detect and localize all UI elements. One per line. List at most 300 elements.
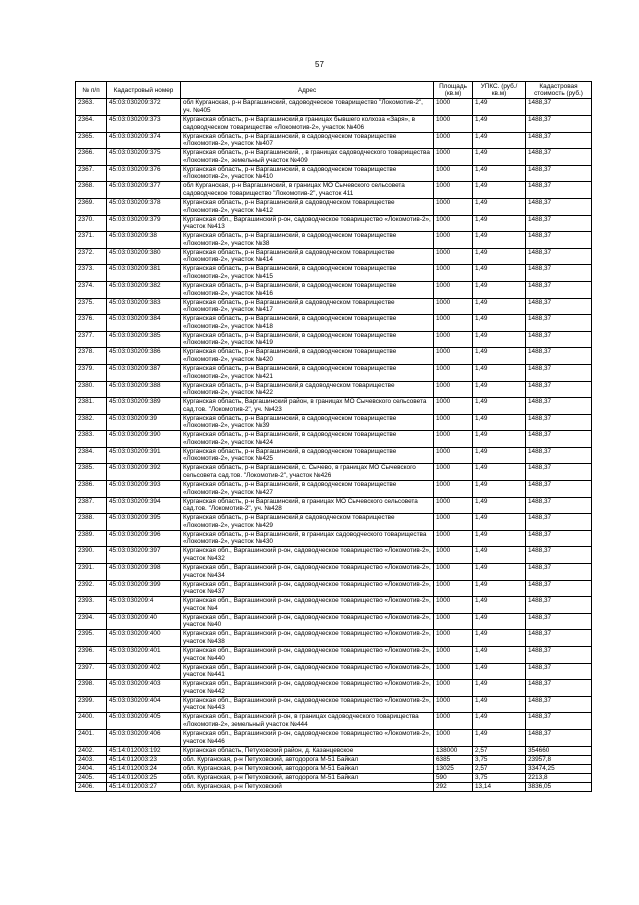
table-row <box>76 613 592 630</box>
header-cadastral-number: Кадастровый номер <box>107 82 181 99</box>
cell-area: 6385 <box>434 755 473 764</box>
cell-cadastral-number: 45:03:030209:39 <box>107 414 181 431</box>
cell-area: 1000 <box>434 381 473 398</box>
cell-cadastral-cost: 1488,37 <box>526 182 592 199</box>
table-row <box>76 630 592 647</box>
cell-upks: 2,57 <box>473 746 526 755</box>
cell-cadastral-cost: 1488,37 <box>526 597 592 614</box>
cell-cadastral-cost: 1488,37 <box>526 298 592 315</box>
cell-upks: 1,49 <box>473 331 526 348</box>
table-row <box>76 663 592 680</box>
cell-address: Курганская область, р-н Варгашинский, в садоводческом товариществе «Локомотив-2», участок №410 <box>181 165 434 182</box>
cell-num: 2385. <box>76 464 107 481</box>
cell-num: 2394. <box>76 613 107 630</box>
cell-area: 1000 <box>434 713 473 730</box>
cell-cadastral-number: 45:14:012003:25 <box>107 773 181 782</box>
cell-upks: 1,49 <box>473 547 526 564</box>
cell-address: обл. Курганская, р-н Петуховский <box>181 782 434 791</box>
table-row <box>76 497 592 514</box>
cadastral-table <box>75 81 592 792</box>
cell-address: Курганская область, р-н Варгашинский, в садоводческом товариществе «Локомотив-2», участок №425 <box>181 447 434 464</box>
table-row <box>76 165 592 182</box>
cell-num: 2366. <box>76 149 107 166</box>
cell-cadastral-number: 45:03:030209:388 <box>107 381 181 398</box>
table-row <box>76 564 592 581</box>
cell-num: 2389. <box>76 530 107 547</box>
cell-upks: 3,75 <box>473 755 526 764</box>
cell-cadastral-cost: 1488,37 <box>526 99 592 116</box>
cell-area: 1000 <box>434 149 473 166</box>
cell-area: 1000 <box>434 597 473 614</box>
cell-upks: 1,49 <box>473 232 526 249</box>
cell-upks: 1,49 <box>473 613 526 630</box>
cell-num: 2373. <box>76 265 107 282</box>
cell-area: 13025 <box>434 764 473 773</box>
cell-cadastral-number: 45:03:030209:377 <box>107 182 181 199</box>
cell-area: 1000 <box>434 298 473 315</box>
cell-address: обл. Курганская, р-н Петуховский, автодорога М-51 Байкал <box>181 755 434 764</box>
cell-cadastral-number: 45:03:030209:373 <box>107 116 181 133</box>
cell-num: 2396. <box>76 647 107 664</box>
cell-area: 1000 <box>434 99 473 116</box>
cell-address: Курганская обл., Варгашинский р-он, садоводческое товарищество «Локомотив-2», участок №432 <box>181 547 434 564</box>
cell-area: 1000 <box>434 497 473 514</box>
cell-upks: 1,49 <box>473 414 526 431</box>
table-header-row <box>76 82 592 99</box>
cell-num: 2370. <box>76 215 107 232</box>
table-row <box>76 331 592 348</box>
cell-cadastral-cost: 1488,37 <box>526 464 592 481</box>
cell-num: 2378. <box>76 348 107 365</box>
cell-address: Курганская обл., Варгашинский р-он, садоводческое товарищество «Локомотив-2», участок №438 <box>181 630 434 647</box>
table-row <box>76 447 592 464</box>
cell-address: Курганская обл., Варгашинский р-он, садоводческое товарищество «Локомотив-2», участок №440 <box>181 647 434 664</box>
cell-num: 2364. <box>76 116 107 133</box>
cell-address: Курганская область, р-н Варгашинский,в границах бывшего колхоза «Заря», в садоводческом товариществе «Локомотив-2», участок №406 <box>181 116 434 133</box>
cell-address: Курганская область, р-н Варгашинский, в садоводческом товариществе «Локомотив-2», участок №416 <box>181 281 434 298</box>
cell-cadastral-cost: 1488,37 <box>526 315 592 332</box>
cell-num: 2371. <box>76 232 107 249</box>
cell-upks: 1,49 <box>473 696 526 713</box>
cell-num: 2376. <box>76 315 107 332</box>
cell-upks: 1,49 <box>473 680 526 697</box>
cell-address: Курганская область, р-н Варгашинский, в границах МО Сычевского сельсовета сад.тов. "Локомотив-2", уч. №428 <box>181 497 434 514</box>
cell-num: 2363. <box>76 99 107 116</box>
cell-cadastral-number: 45:03:030209:399 <box>107 580 181 597</box>
cell-upks: 1,49 <box>473 647 526 664</box>
cell-cadastral-number: 45:14:012003:24 <box>107 764 181 773</box>
cell-address: Курганская область, р-н Варгашинский, в садоводческом товариществе «Локомотив-2», участок №38 <box>181 232 434 249</box>
table-row <box>76 265 592 282</box>
cell-cadastral-cost: 1488,37 <box>526 647 592 664</box>
cell-cadastral-cost: 1488,37 <box>526 232 592 249</box>
cell-num: 2395. <box>76 630 107 647</box>
cell-cadastral-cost: 1488,37 <box>526 198 592 215</box>
cell-area: 1000 <box>434 315 473 332</box>
cell-num: 2403. <box>76 755 107 764</box>
cell-area: 1000 <box>434 281 473 298</box>
header-cadastral-cost: Кадастровая стоимость (руб.) <box>526 82 592 99</box>
cell-num: 2383. <box>76 431 107 448</box>
cell-num: 2397. <box>76 663 107 680</box>
cell-upks: 1,49 <box>473 265 526 282</box>
page-number: 57 <box>315 60 324 69</box>
cell-cadastral-cost: 1488,37 <box>526 116 592 133</box>
cell-num: 2367. <box>76 165 107 182</box>
cell-address: Курганская область, р-н Варгашинский,в садоводческом товариществе «Локомотив-2», участок №412 <box>181 198 434 215</box>
cell-cadastral-cost: 1488,37 <box>526 663 592 680</box>
table-row <box>76 514 592 531</box>
cell-cadastral-cost: 1488,37 <box>526 514 592 531</box>
cell-area: 1000 <box>434 447 473 464</box>
table-row <box>76 755 592 764</box>
cell-cadastral-number: 45:03:030209:397 <box>107 547 181 564</box>
cell-upks: 3,75 <box>473 773 526 782</box>
cell-address: Курганская обл., Варгашинский р-он, садоводческое товарищество «Локомотив-2», участок №40 <box>181 613 434 630</box>
cell-address: Курганская область, р-н Варгашинский, в садоводческом товариществе «Локомотив-2», участок №419 <box>181 331 434 348</box>
cell-num: 2382. <box>76 414 107 431</box>
table-row <box>76 464 592 481</box>
cell-cadastral-number: 45:03:030209:395 <box>107 514 181 531</box>
cell-cadastral-number: 45:03:030209:402 <box>107 663 181 680</box>
cell-area: 1000 <box>434 464 473 481</box>
cell-address: Курганская область, р-н Варгашинский,в садоводческом товариществе «Локомотив-2», участок №414 <box>181 248 434 265</box>
cell-cadastral-number: 45:03:030209:381 <box>107 265 181 282</box>
cell-cadastral-number: 45:03:030209:374 <box>107 132 181 149</box>
cell-area: 1000 <box>434 647 473 664</box>
cell-area: 1000 <box>434 630 473 647</box>
cell-cadastral-cost: 1488,37 <box>526 696 592 713</box>
cell-address: Курганская обл., Варгашинский р-он, садоводческое товарищество «Локомотив-2», участок №443 <box>181 696 434 713</box>
cell-cadastral-number: 45:03:030209:393 <box>107 481 181 498</box>
cell-address: Курганская обл., Варгашинский р-он, садоводческое товарищество «Локомотив-2», участок №441 <box>181 663 434 680</box>
cell-num: 2390. <box>76 547 107 564</box>
table-row <box>76 713 592 730</box>
table-row <box>76 431 592 448</box>
cell-num: 2381. <box>76 398 107 415</box>
cell-cadastral-number: 45:03:030209:378 <box>107 198 181 215</box>
cell-cadastral-number: 45:03:030209:376 <box>107 165 181 182</box>
cell-area: 1000 <box>434 215 473 232</box>
cell-area: 1000 <box>434 182 473 199</box>
cell-area: 1000 <box>434 248 473 265</box>
cell-upks: 1,49 <box>473 580 526 597</box>
cell-area: 1000 <box>434 348 473 365</box>
cell-upks: 1,49 <box>473 298 526 315</box>
cell-num: 2374. <box>76 281 107 298</box>
cell-upks: 1,49 <box>473 663 526 680</box>
table-row <box>76 597 592 614</box>
table-row <box>76 580 592 597</box>
cell-cadastral-cost: 3836,05 <box>526 782 592 791</box>
cell-cadastral-number: 45:14:012003:27 <box>107 782 181 791</box>
cell-cadastral-number: 45:03:030209:38 <box>107 232 181 249</box>
cell-cadastral-number: 45:03:030209:380 <box>107 248 181 265</box>
cell-upks: 1,49 <box>473 481 526 498</box>
cell-cadastral-number: 45:03:030209:379 <box>107 215 181 232</box>
cell-address: Курганская область, р-н Варгашинский,в садоводческом товариществе «Локомотив-2», участок №417 <box>181 298 434 315</box>
cell-num: 2401. <box>76 729 107 746</box>
cell-area: 1000 <box>434 198 473 215</box>
cell-area: 1000 <box>434 481 473 498</box>
table-row <box>76 398 592 415</box>
cell-upks: 1,49 <box>473 149 526 166</box>
cell-address: Курганская обл., Варгашинский р-он, садоводческое товарищество «Локомотив-2», участок №437 <box>181 580 434 597</box>
table-row <box>76 530 592 547</box>
cell-cadastral-number: 45:03:030209:372 <box>107 99 181 116</box>
cell-cadastral-number: 45:03:030209:400 <box>107 630 181 647</box>
cell-area: 1000 <box>434 613 473 630</box>
table-row <box>76 746 592 755</box>
cell-address: Курганская обл., Варгашинский р-он, садоводческое товарищество «Локомотив-2», участок №413 <box>181 215 434 232</box>
cell-cadastral-cost: 1488,37 <box>526 564 592 581</box>
cell-cadastral-number: 45:03:030209:375 <box>107 149 181 166</box>
cell-cadastral-cost: 1488,37 <box>526 414 592 431</box>
cell-num: 2372. <box>76 248 107 265</box>
cell-cadastral-cost: 1488,37 <box>526 613 592 630</box>
cell-cadastral-cost: 1488,37 <box>526 398 592 415</box>
cell-address: Курганская область, р-н Варгашинский, с. Сычево, в границах МО Сычевского сельсовета сад.тов. "Локомотив-2", участок №426 <box>181 464 434 481</box>
cell-num: 2379. <box>76 364 107 381</box>
cell-upks: 1,49 <box>473 116 526 133</box>
table-row <box>76 132 592 149</box>
cell-address: Курганская область, р-н Варгашинский, в садоводческом товариществе «Локомотив-2», участок №427 <box>181 481 434 498</box>
table-row <box>76 773 592 782</box>
cell-area: 1000 <box>434 232 473 249</box>
table-row <box>76 99 592 116</box>
cell-num: 2377. <box>76 331 107 348</box>
cell-cadastral-cost: 1488,37 <box>526 630 592 647</box>
cell-area: 1000 <box>434 331 473 348</box>
table-row <box>76 298 592 315</box>
cell-address: Курганская область, р-н Варгашинский, в садоводческом товариществе «Локомотив-2», участок №407 <box>181 132 434 149</box>
cell-address: Курганская область, р-н Варгашинский,в садоводческом товариществе «Локомотив-2», участок №429 <box>181 514 434 531</box>
cell-upks: 1,49 <box>473 99 526 116</box>
cell-cadastral-cost: 1488,37 <box>526 149 592 166</box>
cell-cadastral-number: 45:03:030209:405 <box>107 713 181 730</box>
cell-cadastral-number: 45:03:030209:403 <box>107 680 181 697</box>
cell-cadastral-number: 45:14:012003:23 <box>107 755 181 764</box>
cell-upks: 1,49 <box>473 348 526 365</box>
cell-area: 1000 <box>434 265 473 282</box>
cell-cadastral-cost: 1488,37 <box>526 481 592 498</box>
cell-upks: 1,49 <box>473 248 526 265</box>
cell-cadastral-cost: 1488,37 <box>526 265 592 282</box>
table-row <box>76 116 592 133</box>
cell-num: 2406. <box>76 782 107 791</box>
cell-address: Курганская область, р-н Варгашинский, , в границах садоводческого товарищества «Локомотив-2», земельный участок №409 <box>181 149 434 166</box>
cell-upks: 1,49 <box>473 315 526 332</box>
cell-cadastral-number: 45:03:030209:392 <box>107 464 181 481</box>
cell-address: Курганская область, р-н Варгашинский, в садоводческом товариществе «Локомотив-2», участок №39 <box>181 414 434 431</box>
cell-cadastral-number: 45:03:030209:40 <box>107 613 181 630</box>
table-row <box>76 696 592 713</box>
header-area: Площадь (кв.м) <box>434 82 473 99</box>
table-row <box>76 248 592 265</box>
table-row <box>76 782 592 791</box>
table-row <box>76 198 592 215</box>
cell-cadastral-number: 45:03:030209:383 <box>107 298 181 315</box>
cell-upks: 1,49 <box>473 364 526 381</box>
cell-cadastral-number: 45:03:030209:398 <box>107 564 181 581</box>
cell-cadastral-cost: 1488,37 <box>526 497 592 514</box>
cell-num: 2386. <box>76 481 107 498</box>
cell-area: 1000 <box>434 547 473 564</box>
cell-cadastral-cost: 354660 <box>526 746 592 755</box>
cell-num: 2405. <box>76 773 107 782</box>
header-upks: УПКС. (руб./кв.м) <box>473 82 526 99</box>
cell-cadastral-number: 45:03:030209:386 <box>107 348 181 365</box>
cell-address: Курганская область, р-н Варгашинский,в садоводческом товариществе «Локомотив-2», участок №422 <box>181 381 434 398</box>
cell-cadastral-cost: 1488,37 <box>526 729 592 746</box>
cell-cadastral-cost: 1488,37 <box>526 364 592 381</box>
cell-cadastral-number: 45:03:030209:391 <box>107 447 181 464</box>
cell-area: 1000 <box>434 116 473 133</box>
cell-num: 2388. <box>76 514 107 531</box>
table-row <box>76 729 592 746</box>
cell-cadastral-number: 45:03:030209:406 <box>107 729 181 746</box>
cell-upks: 1,49 <box>473 597 526 614</box>
cell-upks: 13,14 <box>473 782 526 791</box>
cell-upks: 1,49 <box>473 447 526 464</box>
cell-num: 2404. <box>76 764 107 773</box>
cell-area: 1000 <box>434 696 473 713</box>
cell-num: 2368. <box>76 182 107 199</box>
cell-cadastral-number: 45:03:030209:394 <box>107 497 181 514</box>
table-row <box>76 547 592 564</box>
cell-num: 2380. <box>76 381 107 398</box>
table-row <box>76 764 592 773</box>
cell-cadastral-cost: 2213,8 <box>526 773 592 782</box>
cell-area: 1000 <box>434 729 473 746</box>
table-row <box>76 281 592 298</box>
cell-area: 1000 <box>434 431 473 448</box>
cell-num: 2399. <box>76 696 107 713</box>
cell-cadastral-cost: 1488,37 <box>526 215 592 232</box>
cell-cadastral-cost: 1488,37 <box>526 132 592 149</box>
cell-cadastral-cost: 23957,8 <box>526 755 592 764</box>
cell-cadastral-cost: 1488,37 <box>526 580 592 597</box>
cell-address: Курганская область, р-н Варгашинский, в садоводческом товариществе «Локомотив-2», участок №418 <box>181 315 434 332</box>
cell-upks: 1,49 <box>473 497 526 514</box>
cell-address: Курганская область, р-н Варгашинский, в границах садоводческого товарищества «Локомотив-2», участок №430 <box>181 530 434 547</box>
cell-cadastral-cost: 1488,37 <box>526 530 592 547</box>
cell-num: 2365. <box>76 132 107 149</box>
cell-cadastral-cost: 1488,37 <box>526 431 592 448</box>
table-row <box>76 215 592 232</box>
cell-num: 2369. <box>76 198 107 215</box>
cell-upks: 1,49 <box>473 281 526 298</box>
cell-address: Курганская область, Петуховский район, д. Казанцевское <box>181 746 434 755</box>
cell-cadastral-number: 45:03:030209:384 <box>107 315 181 332</box>
cell-upks: 1,49 <box>473 630 526 647</box>
cell-address: Курганская область, р-н Варгашинский, в садоводческом товариществе «Локомотив-2», участок №424 <box>181 431 434 448</box>
cell-address: Курганская обл., Варгашинский р-он, садоводческое товарищество «Локомотив-2», участок №4 <box>181 597 434 614</box>
cell-cadastral-number: 45:03:030209:390 <box>107 431 181 448</box>
cell-area: 1000 <box>434 165 473 182</box>
cell-cadastral-number: 45:03:030209:385 <box>107 331 181 348</box>
cell-num: 2384. <box>76 447 107 464</box>
cell-cadastral-cost: 1488,37 <box>526 447 592 464</box>
cell-cadastral-cost: 1488,37 <box>526 281 592 298</box>
header-address: Адрес <box>181 82 434 99</box>
cell-address: Курганская область, р-н Варгашинский, в садоводческом товариществе «Локомотив-2», участок №420 <box>181 348 434 365</box>
cell-area: 1000 <box>434 514 473 531</box>
cell-area: 1000 <box>434 564 473 581</box>
table-row <box>76 481 592 498</box>
cell-upks: 1,49 <box>473 464 526 481</box>
cell-upks: 2,57 <box>473 764 526 773</box>
cell-num: 2398. <box>76 680 107 697</box>
cell-cadastral-number: 45:03:030209:387 <box>107 364 181 381</box>
cell-area: 138000 <box>434 746 473 755</box>
table-row <box>76 232 592 249</box>
cell-upks: 1,49 <box>473 398 526 415</box>
cell-cadastral-cost: 1488,37 <box>526 331 592 348</box>
cell-num: 2402. <box>76 746 107 755</box>
table-row <box>76 381 592 398</box>
cell-address: обл. Курганская, р-н Петуховский, автодорога М-51 Байкал <box>181 764 434 773</box>
cell-address: Курганская обл., Варгашинский р-он, садоводческое товарищество «Локомотив-2», участок №446 <box>181 729 434 746</box>
cell-num: 2400. <box>76 713 107 730</box>
cell-cadastral-number: 45:03:030209:382 <box>107 281 181 298</box>
table-row <box>76 149 592 166</box>
cell-upks: 1,49 <box>473 381 526 398</box>
table-row <box>76 364 592 381</box>
cell-cadastral-number: 45:03:030209:396 <box>107 530 181 547</box>
cell-address: Курганская область, Варгашинский район, в границах МО Сычевского сельсовета сад.тов. "Локомотив-2", уч. №423 <box>181 398 434 415</box>
cell-area: 590 <box>434 773 473 782</box>
cell-upks: 1,49 <box>473 165 526 182</box>
table-row <box>76 182 592 199</box>
cell-cadastral-cost: 1488,37 <box>526 713 592 730</box>
cell-cadastral-number: 45:03:030209:404 <box>107 696 181 713</box>
cell-area: 292 <box>434 782 473 791</box>
cell-area: 1000 <box>434 398 473 415</box>
cell-upks: 1,49 <box>473 530 526 547</box>
cell-address: Курганская область, р-н Варгашинский, в садоводческом товариществе «Локомотив-2», участок №421 <box>181 364 434 381</box>
cell-cadastral-number: 45:03:030209:4 <box>107 597 181 614</box>
cell-area: 1000 <box>434 132 473 149</box>
cell-cadastral-number: 45:14:012003:192 <box>107 746 181 755</box>
cell-upks: 1,49 <box>473 729 526 746</box>
cell-upks: 1,49 <box>473 215 526 232</box>
cell-area: 1000 <box>434 663 473 680</box>
cell-cadastral-cost: 1488,37 <box>526 348 592 365</box>
cell-area: 1000 <box>434 680 473 697</box>
cell-address: Курганская обл., Варгашинский р-он, садоводческое товарищество «Локомотив-2», участок №442 <box>181 680 434 697</box>
cell-num: 2375. <box>76 298 107 315</box>
cell-upks: 1,49 <box>473 713 526 730</box>
cell-cadastral-cost: 1488,37 <box>526 680 592 697</box>
table-row <box>76 680 592 697</box>
cell-upks: 1,49 <box>473 198 526 215</box>
cell-address: обл Курганская, р-н Варгашинский, в границах МО Сычевского сельсовета садоводческое товарищество "Локомотив-2", участок 411 <box>181 182 434 199</box>
cell-upks: 1,49 <box>473 132 526 149</box>
cell-area: 1000 <box>434 364 473 381</box>
cell-upks: 1,49 <box>473 564 526 581</box>
cell-upks: 1,49 <box>473 514 526 531</box>
cell-address: Курганская обл., Варгашинский р-он, в границах садоводческого товарищества «Локомотив-2», земельный участок №444 <box>181 713 434 730</box>
cell-num: 2391. <box>76 564 107 581</box>
cell-upks: 1,49 <box>473 431 526 448</box>
cell-area: 1000 <box>434 414 473 431</box>
cell-num: 2393. <box>76 597 107 614</box>
table-row <box>76 414 592 431</box>
table-row <box>76 647 592 664</box>
cell-upks: 1,49 <box>473 182 526 199</box>
table-row <box>76 315 592 332</box>
